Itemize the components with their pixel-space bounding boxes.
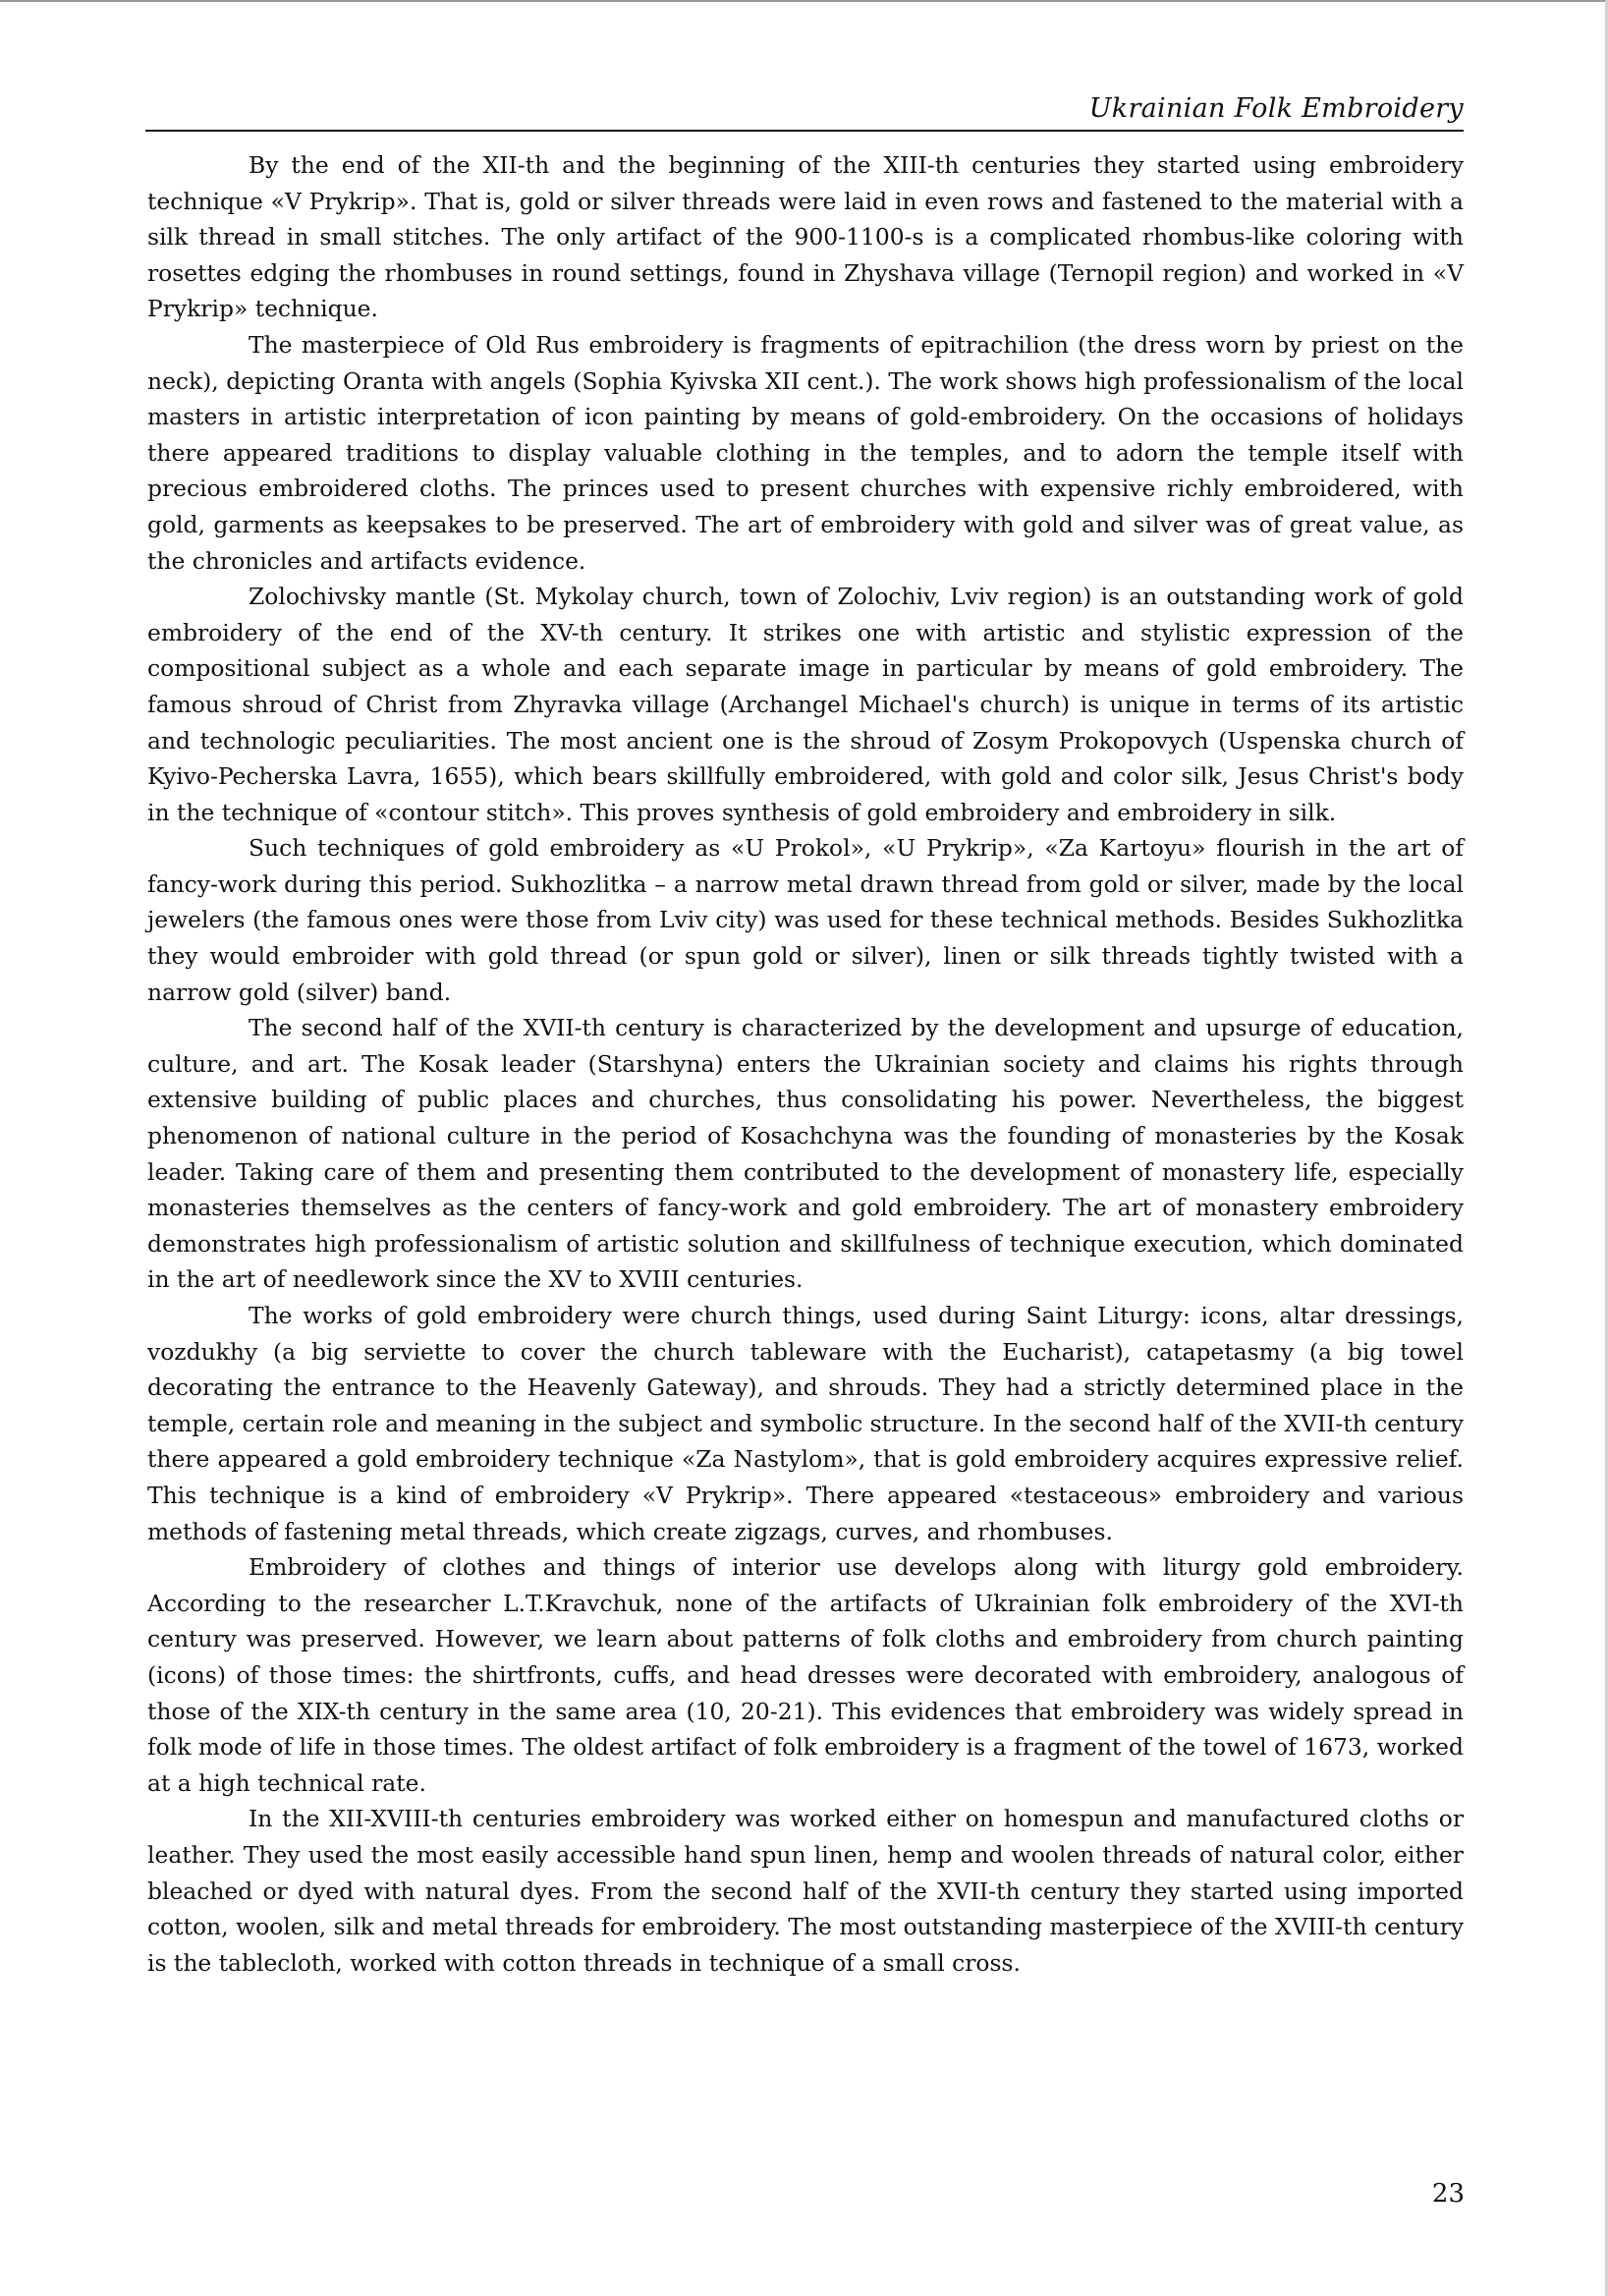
page-number: 23 [1431,2179,1465,2209]
running-head [145,86,1464,132]
paragraph-8: In the XII-XVIII-th centuries embroidery was worked either on homespun and manufactured cloths or leather. They used the most easily accessible hand spun linen, hemp and woolen threads of natural color, either bleached or dyed with natural dyes. From the second half of the XVII-th century they started using imported cotton, woolen, silk and metal threads for embroidery. The most outstanding masterpiece of the XVIII-th century is the tablecloth, worked with cotton threads in technique of a small cross. [147,1805,1464,1977]
paragraph-2: The masterpiece of Old Rus embroidery is fragments of epitrachilion (the dress worn by priest on the neck), depicting Oranta with angels (Sophia Kyivska XII cent.). The work shows high professionalism of the local masters in artistic interpretation of icon painting by means of gold-embroidery. On the occasions of holidays there appeared traditions to display valuable clothing in the temples, and to adorn the temple itself with precious embroidered cloths. The princes used to present churches with expensive richly embroidered, with gold, garments as keepsakes to be preserved. The art of embroidery with gold and silver was of great value, as the chronicles and artifacts evidence. [147,330,1464,575]
running-head-title: Ukrainian Folk Embroidery [1088,93,1464,124]
paragraph-4: Such techniques of gold embroidery as «U Prokol», «U Prykrip», «Za Kartoyu» flourish in the art of fancy-work during this period. Sukhozlitka – a narrow metal drawn thread from gold or silver, made by the local jewelers (the famous ones were those from Lviv city) was used for these technical methods. Besides Sukhozlitka they would embroider with gold thread (or spun gold or silver), linen or silk threads tightly twisted with a narrow gold (silver) band. [147,834,1464,1006]
paragraph-5: The second half of the XVII-th century is characterized by the development and upsurge of education, culture, and art. The Kosak leader (Starshyna) enters the Ukrainian society and claims his rights through extensive building of public places and churches, thus consolidating his power. Nevertheless, the biggest phenomenon of national culture in the period of Kosachchyna was the founding of monasteries by the Kosak leader. Taking care of them and presenting them contributed to the development of monastery life, especially monasteries themselves as the centers of fancy-work and gold embroidery. The art of monastery embroidery demonstrates high professionalism of artistic solution and skillfulness of technique execution, which dominated in the art of needlework since the XV to XVIII centuries. [147,1014,1464,1294]
paragraph-7: Embroidery of clothes and things of interior use develops along with liturgy gold embroidery. According to the researcher L.T.Kravchuk, none of the artifacts of Ukrainian folk embroidery of the XVI-th century was preserved. However, we learn about patterns of folk cloths and embroidery from church painting (icons) of those times: the shirtfronts, cuffs, and head dresses were decorated with embroidery, analogous of those of the XIX-th century in the same area (10, 20-21). This evidences that embroidery was widely spread in folk mode of life in those times. The oldest artifact of folk embroidery is a fragment of the towel of 1673, worked at a high technical rate. [147,1553,1464,1797]
scan-edge-top [0,0,1608,2]
paragraph-6: The works of gold embroidery were church things, used during Saint Liturgy: icons, altar dressings, vozdukhy (a big serviette to cover the church tableware with the Eucharist), catapetasmy (a big towel decorating the entrance to the Heavenly Gateway), and shrouds. They had a strictly determined place in the temple, certain role and meaning in the subject and symbolic structure. In the second half of the XVII-th century there appeared a gold embroidery technique «Za Nastylom», that is gold embroidery acquires expressive relief. This technique is a kind of embroidery «V Prykrip». There appeared «testaceous» embroidery and various methods of fastening metal threads, which create zigzags, curves, and rhombuses. [147,1302,1464,1545]
body-text [147,147,1464,1981]
paragraph-3: Zolochivsky mantle (St. Mykolay church, town of Zolochiv, Lviv region) is an outstanding work of gold embroidery of the end of the XV-th century. It strikes one with artistic and stylistic expression of the compositional subject as a whole and each separate image in particular by means of gold embroidery. The famous shroud of Christ from Zhyravka village (Archangel Michael's church) is unique in terms of its artistic and technologic peculiarities. The most ancient one is the shroud of Zosym Prokopovych (Uspenska church of Kyivo-Pecherska Lavra, 1655), which bears skillfully embroidered, with gold and color silk, Jesus Christ's body in the technique of «contour stitch». This proves synthesis of gold embroidery and embroidery in silk. [147,583,1464,826]
paragraph-1: By the end of the XII-th and the beginning of the XIII-th centuries they started using embroidery technique «V Prykrip». That is, gold or silver threads were laid in even rows and fastened to the material with a silk thread in small stitches. The only artifact of the 900-1100-s is a complicated rhombus-like coloring with rosettes edging the rhombuses in round settings, found in Zhyshava village (Ternopil region) and worked in «V Prykrip» technique. [147,151,1464,323]
